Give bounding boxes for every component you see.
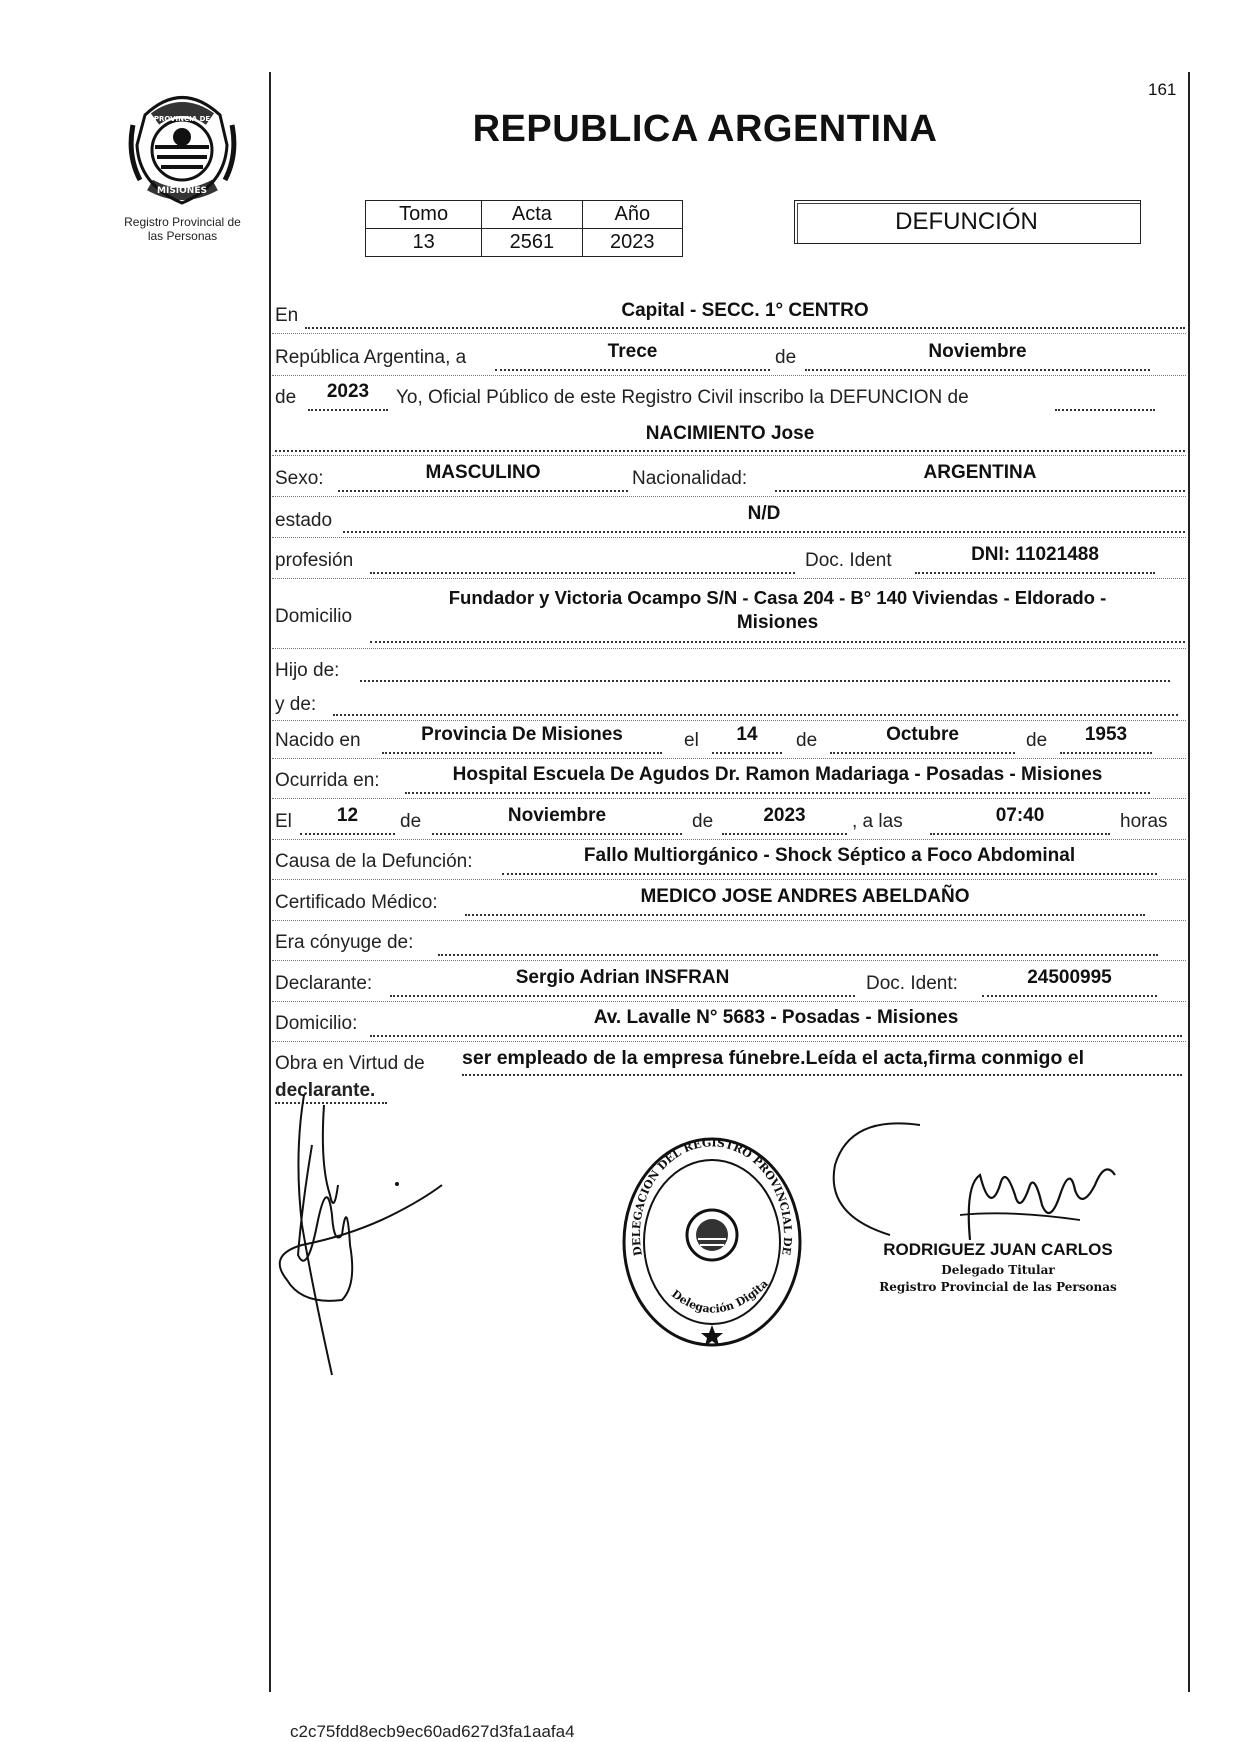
dots-ocurrida-en xyxy=(405,792,1150,794)
provincial-seal xyxy=(125,85,240,205)
dots-y-de xyxy=(333,714,1178,716)
dots-certificado xyxy=(465,914,1145,916)
row-separator xyxy=(272,798,1186,799)
value-nac-mes: Octubre xyxy=(886,724,959,745)
label-de-def-mes: de xyxy=(400,811,422,832)
registry-name-line1: Registro Provincial de xyxy=(124,215,241,229)
dots-conyuge xyxy=(438,954,1158,956)
dots-def-dia xyxy=(300,833,395,835)
delegate-name: RODRIGUEZ JUAN CARLOS xyxy=(883,1240,1113,1259)
delegate-signature xyxy=(830,1115,1130,1245)
label-ocurrida-en: Ocurrida en: xyxy=(275,770,380,791)
value-dia-registro: Trece xyxy=(607,341,658,362)
value-causa: Fallo Multiorgánico - Shock Séptico a Foco Abdominal xyxy=(583,845,1076,866)
label-republica: República Argentina, a xyxy=(275,347,467,368)
registry-name xyxy=(90,215,275,243)
dots-hijo-de xyxy=(360,680,1170,682)
document-hash: c2c75fdd8ecb9ec60ad627d3fa1aafa4 xyxy=(290,1722,575,1741)
row-separator xyxy=(272,1041,1186,1042)
dots-documento xyxy=(915,572,1155,574)
header-tomo: Tomo xyxy=(366,201,482,229)
header-acta: Acta xyxy=(482,201,582,229)
value-lugar: Capital - SECC. 1° CENTRO xyxy=(621,300,869,321)
label-el-fecha: El xyxy=(275,811,292,832)
label-declarante: Declarante: xyxy=(275,973,373,994)
label-causa: Causa de la Defunción: xyxy=(275,851,473,872)
value-obra-text: ser empleado de la empresa fúnebre.Leída el acta,firma conmigo el xyxy=(462,1047,1085,1069)
value-domicilio-line2: Misiones xyxy=(736,612,819,633)
dots-domicilio xyxy=(370,641,1185,643)
value-anio-registro: 2023 xyxy=(326,381,370,402)
dots-domicilio-declarante xyxy=(370,1035,1182,1037)
dots-declarante xyxy=(390,995,855,997)
row-separator xyxy=(272,720,1186,721)
row-separator xyxy=(272,839,1186,840)
value-anio: 2023 xyxy=(582,229,682,257)
dots-causa xyxy=(502,873,1157,875)
value-nacionalidad: ARGENTINA xyxy=(923,462,1037,483)
label-domicilio: Domicilio xyxy=(275,606,353,627)
row-separator xyxy=(272,879,1186,880)
label-en: En xyxy=(275,305,299,326)
left-margin-line xyxy=(269,72,271,1692)
record-table-value-row xyxy=(366,229,683,257)
value-mes-registro: Noviembre xyxy=(928,341,1027,362)
dots-nac-anio xyxy=(1060,752,1152,754)
value-def-dia: 12 xyxy=(336,805,359,826)
label-de-mes: de xyxy=(796,730,818,751)
label-nacido-en: Nacido en xyxy=(275,730,361,751)
row-separator xyxy=(272,1001,1186,1002)
label-de-def-anio: de xyxy=(692,811,714,832)
label-nacionalidad: Nacionalidad: xyxy=(632,468,748,489)
dots-nacionalidad xyxy=(775,490,1185,492)
row-separator xyxy=(272,333,1186,334)
value-nombre: NACIMIENTO Jose xyxy=(645,423,815,444)
dots-defuncion-de xyxy=(1055,409,1155,411)
row-separator xyxy=(272,496,1186,497)
row-separator xyxy=(272,375,1186,376)
label-y-de: y de: xyxy=(275,694,317,715)
value-ocurrida-en: Hospital Escuela De Agudos Dr. Ramon Madariaga - Posadas - Misiones xyxy=(452,764,1103,785)
header-anio: Año xyxy=(582,201,682,229)
value-nac-anio: 1953 xyxy=(1084,724,1128,745)
label-a-las: , a las xyxy=(852,811,903,832)
dots-nacido-en xyxy=(382,752,662,754)
label-conyuge: Era cónyuge de: xyxy=(275,932,414,953)
dots-def-anio xyxy=(722,833,847,835)
label-yo-oficial: Yo, Oficial Público de este Registro Civil inscribo la DEFUNCION de xyxy=(396,387,969,408)
value-nacido-en: Provincia De Misiones xyxy=(421,724,623,745)
record-table-header-row xyxy=(366,201,683,229)
value-def-anio: 2023 xyxy=(763,805,806,826)
dots-estado xyxy=(343,531,1185,533)
record-table xyxy=(365,200,683,257)
row-separator xyxy=(272,648,1186,649)
label-obra: Obra en Virtud de xyxy=(275,1053,425,1074)
dots-nac-mes xyxy=(830,752,1015,754)
value-acta: 2561 xyxy=(482,229,582,257)
row-separator xyxy=(272,455,1186,456)
label-el: el xyxy=(684,730,699,751)
dots-obra xyxy=(462,1074,1182,1076)
label-obra-rest: declarante. xyxy=(275,1080,376,1101)
label-certificado: Certificado Médico: xyxy=(275,892,438,913)
page-title: REPUBLICA ARGENTINA xyxy=(472,108,938,150)
page-number: 161 xyxy=(1148,80,1177,99)
row-separator xyxy=(272,758,1186,759)
dots-def-mes xyxy=(432,833,682,835)
dots-declarante-doc xyxy=(982,995,1157,997)
row-separator xyxy=(272,920,1186,921)
row-separator xyxy=(272,960,1186,961)
dots-sexo xyxy=(338,490,628,492)
stamp-ring-text: DELEGACION DEL REGISTRO PROVINCIAL DE xyxy=(629,1136,795,1257)
label-de: de xyxy=(775,347,797,368)
dots-def-hora xyxy=(930,833,1110,835)
label-estado: estado xyxy=(275,510,333,531)
label-doc-ident-declarante: Doc. Ident: xyxy=(866,973,958,994)
dots-nac-dia xyxy=(712,752,782,754)
delegate-registry: Registro Provincial de las Personas xyxy=(879,1280,1117,1294)
value-tomo: 13 xyxy=(366,229,482,257)
dots-dia-registro xyxy=(495,369,770,371)
delegate-title: Delegado Titular xyxy=(941,1263,1055,1277)
label-doc-ident: Doc. Ident xyxy=(805,550,892,571)
value-nac-dia: 14 xyxy=(736,724,758,745)
row-separator xyxy=(272,537,1186,538)
dots-mes-registro xyxy=(805,369,1150,371)
dots-nombre xyxy=(275,450,1185,452)
value-sexo: MASCULINO xyxy=(425,462,541,483)
official-stamp xyxy=(620,1135,805,1350)
label-domicilio-declarante: Domicilio: xyxy=(275,1013,358,1034)
row-separator xyxy=(272,578,1186,579)
value-def-hora: 07:40 xyxy=(995,805,1045,826)
value-domicilio-line1: Fundador y Victoria Ocampo S/N - Casa 204 - B° 140 Viviendas - Eldorado - xyxy=(448,587,1107,608)
dots-profesion xyxy=(370,572,795,574)
value-estado: N/D xyxy=(747,503,781,524)
value-certificado: MEDICO JOSE ANDRES ABELDAÑO xyxy=(640,886,970,907)
right-margin-line xyxy=(1188,72,1190,1692)
label-hijo-de: Hijo de: xyxy=(275,660,340,681)
value-declarante-doc: 24500995 xyxy=(1027,967,1112,988)
value-domicilio-declarante: Av. Lavalle N° 5683 - Posadas - Misiones xyxy=(593,1007,959,1028)
svg-text:PROVINCIA DE: PROVINCIA DE xyxy=(153,115,211,123)
record-type: DEFUNCIÓN xyxy=(895,208,1038,235)
label-horas: horas xyxy=(1120,811,1168,832)
declarant-signature xyxy=(272,1085,462,1385)
label-de-anio: de xyxy=(275,387,297,408)
value-documento: DNI: 11021488 xyxy=(971,544,1099,565)
label-profesion: profesión xyxy=(275,550,354,571)
registry-name-line2: las Personas xyxy=(147,229,218,243)
dots-anio-registro xyxy=(308,409,388,411)
stamp-bottom-text: Delegación Digita xyxy=(669,1277,771,1316)
value-declarante: Sergio Adrian INSFRAN xyxy=(515,967,730,988)
dots-lugar xyxy=(305,327,1185,329)
label-sexo: Sexo: xyxy=(275,468,324,489)
svg-text:MISIONES: MISIONES xyxy=(157,186,207,196)
label-de-anio-nac: de xyxy=(1026,730,1048,751)
value-def-mes: Noviembre xyxy=(507,805,607,826)
